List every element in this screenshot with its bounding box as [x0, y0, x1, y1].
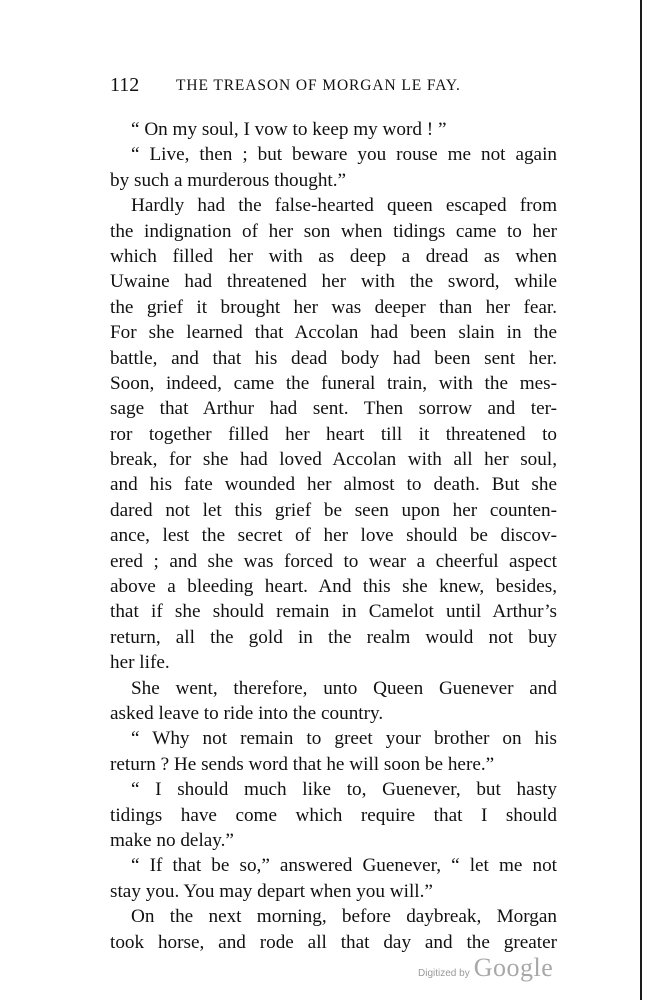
digitized-watermark	[418, 953, 553, 983]
text-line: “ If that be so,” answered Guenever, “ let me not	[131, 855, 557, 877]
digitized-by-label: Digitized by	[418, 968, 470, 979]
text-line: On the next morning, before daybreak, Morgan	[131, 906, 557, 928]
text-line: return, all the gold in the realm would not buy	[110, 626, 557, 648]
text-line: by such a murderous thought.”	[110, 169, 347, 191]
text-line: and his fate wounded her almost to death. But she	[110, 474, 557, 496]
text-line: the indignation of her son when tidings came to her	[110, 220, 557, 242]
text-line: above a bleeding heart. And this she knew, besides,	[110, 576, 557, 598]
text-line: break, for she had loved Accolan with all her soul,	[110, 449, 557, 471]
text-line: the grief it brought her was deeper than her fear.	[110, 296, 557, 318]
running-title: THE TREASON OF MORGAN LE FAY.	[176, 77, 461, 94]
page-number: 112	[110, 74, 140, 96]
text-line: Uwaine had threatened her with the sword, while	[110, 271, 557, 293]
text-line: that if she should remain in Camelot until Arthur’s	[110, 601, 557, 623]
body-text	[110, 117, 557, 955]
text-line: tidings have come which require that I should	[110, 804, 557, 826]
google-logo-text: Google	[473, 953, 554, 982]
text-line: Hardly had the false-hearted queen escaped from	[131, 195, 557, 217]
text-line: asked leave to ride into the country.	[110, 702, 384, 724]
text-line: ror together filled her heart till it threatened to	[110, 423, 557, 445]
text-line: her life.	[110, 652, 170, 674]
text-line: ance, lest the secret of her love should be discov-	[110, 525, 557, 547]
text-line: “ I should much like to, Guenever, but hasty	[131, 779, 557, 801]
text-line: “ Live, then ; but beware you rouse me not again	[131, 144, 557, 166]
text-line: Soon, indeed, came the funeral train, with the mes-	[110, 372, 557, 394]
text-line: “ Why not remain to greet your brother on his	[131, 728, 557, 750]
text-line: “ On my soul, I vow to keep my word ! ”	[131, 119, 447, 140]
text-line: stay you. You may depart when you will.”	[110, 880, 433, 902]
text-line: return ? He sends word that he will soon be here.”	[110, 753, 495, 775]
page-header	[110, 74, 555, 104]
text-line: She went, therefore, unto Queen Guenever and	[131, 677, 557, 699]
page-edge-line	[640, 0, 642, 1000]
text-line: make no delay.”	[110, 829, 234, 851]
text-line: ered ; and she was forced to wear a cheerful aspect	[110, 550, 557, 572]
text-line: sage that Arthur had sent. Then sorrow and ter-	[110, 398, 557, 420]
text-line: which filled her with as deep a dread as when	[110, 245, 557, 267]
text-line: dared not let this grief be seen upon her counten-	[110, 499, 557, 521]
text-line: battle, and that his dead body had been sent her.	[110, 347, 557, 369]
text-line: For she learned that Accolan had been slain in the	[110, 322, 557, 344]
text-line: took horse, and rode all that day and the greater	[110, 931, 557, 953]
